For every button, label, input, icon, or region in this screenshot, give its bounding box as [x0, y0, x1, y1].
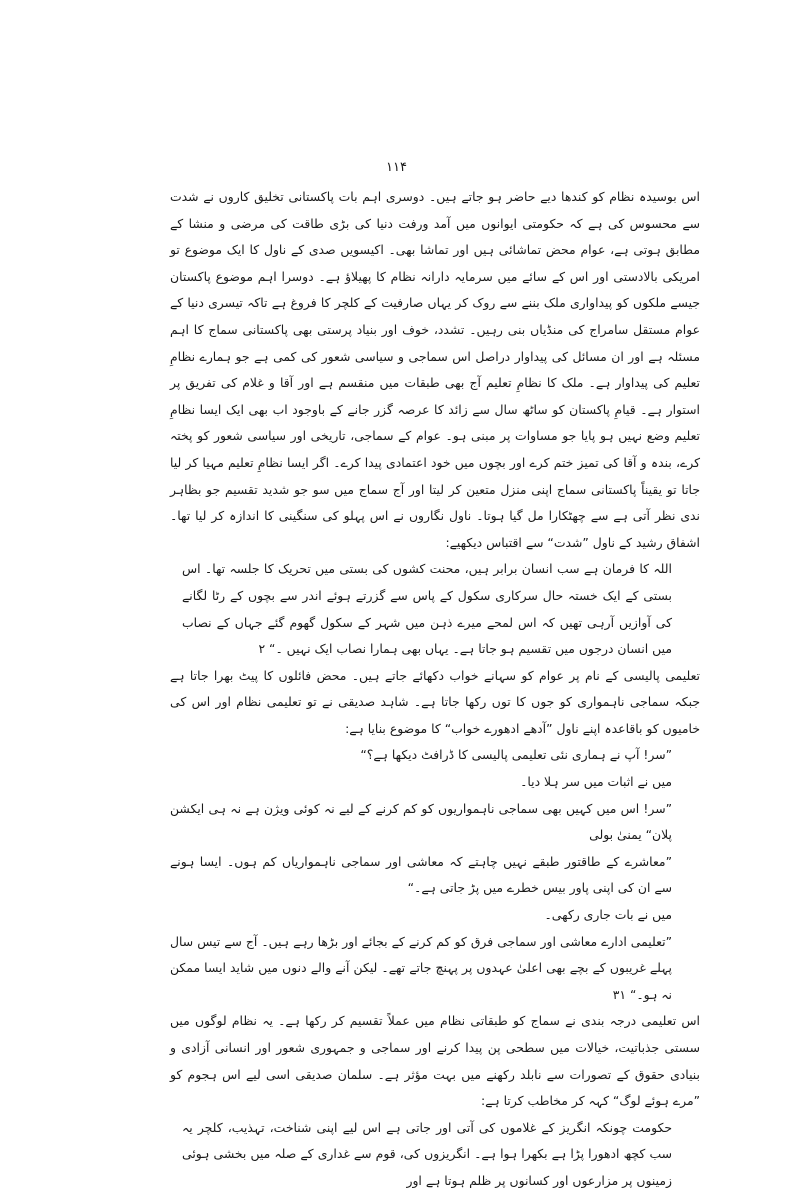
body-paragraph: اس تعلیمی درجہ بندی نے سماج کو طبقاتی نظام میں عملاً تقسیم کر رکھا ہے۔ یہ نظام لوگوں میں سستی جذباتیت، خیالات میں سطحی پن پیدا کرنے اور سماجی و جمہوری شعور اور انسانی آزادی و بنیادی حقوق کے تصورات سے نابلد رکھنے میں بہت مؤثر ہے۔ سلمان صدیقی اسی لیے اس ہجوم کو ”مرے ہوئے لوگ“ کہہ کر مخاطب کرتا ہے: — [170, 1013, 700, 1109]
dialog-quote — [170, 742, 700, 1008]
dialog-line: ”سر! آپ نے ہماری نئی تعلیمی پالیسی کا ڈرافٹ دیکھا ہے؟“ — [360, 747, 672, 763]
body-paragraph: اس بوسیدہ نظام کو کندھا دیے حاضر ہو جاتے ہیں۔ دوسری اہم بات پاکستانی تخلیق کاروں نے شدت سے محسوس کی ہے کہ حکومتی ایوانوں میں آمد ورفت دنیا کی بڑی طاقت کی مرضی و منشا کے مطابق ہوتی ہے، عوام محض تماشائی ہیں اور تماشا بھی۔ اکیسویں صدی کے ناول کا ایک موضوع تو امریکی بالادستی اور اس کے سائے میں سرمایہ دارانہ نظام کا پھیلاؤ ہے۔ دوسرا اہم موضوع پاکستان جیسے ملکوں کو پیداواری ملک بننے سے روک کر یہاں صارفیت کے کلچر کا فروغ ہے تاکہ تیسری دنیا کے عوام مستقل سامراج کی منڈیاں بنی رہیں۔ تشدد، خوف اور بنیاد پرستی بھی پاکستانی سماج کا اہم مسئلہ ہے اور ان مسائل کی پیداوار دراصل اس سماجی و سیاسی شعور کی کمی ہے جو ہمارے نظامِ تعلیم کی پیداوار ہے۔ ملک کا نظامِ تعلیم آج بھی طبقات میں منقسم ہے اور آقا و غلام کی تفریق پر استوار ہے۔ قیامِ پاکستان کو ساٹھ سال سے زائد کا عرصہ گزر جانے کے باوجود اب بھی ایک ایسا نظامِ تعلیم وضع نہیں ہو پایا جو مساوات پر مبنی ہو۔ عوام کے سماجی، تاریخی اور سیاسی شعور کو پختہ کرے، بندہ و آقا کی تمیز ختم کرے اور بچوں میں خود اعتمادی پیدا کرے۔ اگر ایسا نظامِ تعلیم مہیا کر لیا جاتا تو یقیناً پاکستانی سماج اپنی منزل متعین کر لیتا اور آج سماج میں سو جو شدید تقسیم جو بظاہر ندی نظر آتی ہے سے چھٹکارا مل گیا ہوتا۔ ناول نگاروں نے اس پہلو کی سنگینی کا اندازہ کر لیا تھا۔ اشفاق رشید کے ناول ”شدت“ سے اقتباس دیکھیے: — [170, 189, 700, 550]
block-quote: اللہ کا فرمان ہے سب انسان برابر ہیں، محنت کشوں کی بستی میں تحریک کا جلسہ تھا۔ اس بستی کے ایک خستہ حال سرکاری سکول کے پاس سے گزرتے ہوئے اندر سے بچوں کے رٹا لگانے کی آوازیں آرہی تھیں کہ اس لمحے میرے ذہن میں شہر کے سکول گھوم گئے جہاں کے نصاب میں انسان درجوں میں تقسیم ہو جاتا ہے۔ یہاں بھی ہمارا نصاب ایک نہیں ۔“ ۲ — [182, 561, 672, 657]
dialog-line: ”تعلیمی ادارے معاشی اور سماجی فرق کو کم کرنے کے بجائے اور بڑھا رہے ہیں۔ آج سے تیس سال پہلے غریبوں کے بچے بھی اعلیٰ عہدوں پر پہنچ جاتے تھے۔ لیکن آنے والے دنوں میں شاید ایسا ممکن نہ ہو۔“ ۳۱ — [170, 933, 672, 1002]
body-paragraph: تعلیمی پالیسی کے نام پر عوام کو سہانے خواب دکھائے جاتے ہیں۔ محض فائلوں کا پیٹ بھرا جاتا ہے جبکہ سماجی ناہمواری کو جوں کا توں رکھا جاتا ہے۔ شاہد صدیقی نے تو تعلیمی نظام اور اس کی خامیوں کو باقاعدہ اپنے ناول ”آدھے ادھورے خواب“ کا موضوع بنایا ہے: — [170, 667, 700, 736]
block-quote: حکومت چونکہ انگریز کے غلاموں کی آتی اور جاتی ہے اس لیے اپنی شناخت، تہذیب، کلچر یہ سب کچھ ادھورا پڑا ہے بکھرا ہوا ہے۔ انگریزوں کی، قوم سے غداری کے صلہ میں بخشی ہوئی زمینوں پر مزارعوں اور کسانوں پر ظلم ہوتا ہے اور — [182, 1119, 672, 1188]
dialog-line: میں نے بات جاری رکھی۔ — [544, 907, 672, 923]
dialog-line: ”معاشرے کے طاقتور طبقے نہیں چاہتے کہ معاشی اور سماجی ناہمواریاں کم ہوں۔ ایسا ہونے سے ان کی اپنی پاور بیس خطرے میں پڑ جاتی ہے۔“ — [170, 853, 672, 896]
dialog-line: ”سر! اس میں کہیں بھی سماجی ناہمواریوں کو کم کرنے کے لیے نہ کوئی ویژن ہے نہ ہی ایکشن پلان“ یمنیٰ بولی — [170, 800, 672, 843]
page-body — [170, 184, 700, 1195]
dialog-line: میں نے اثبات میں سر ہلا دیا۔ — [520, 774, 672, 790]
page-number: ۱۱۴ — [386, 160, 407, 175]
